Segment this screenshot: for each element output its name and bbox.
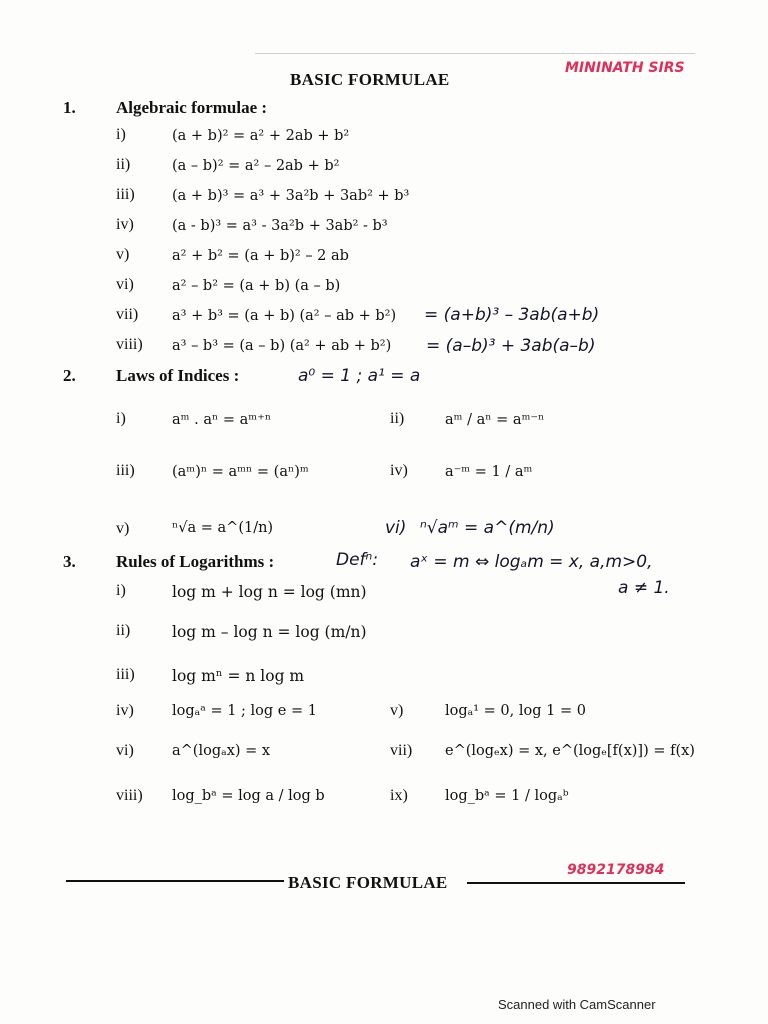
item-roman: viii): [116, 787, 143, 804]
item-roman: iv): [116, 702, 134, 719]
item-roman: v): [116, 246, 130, 263]
section-heading: Algebraic formulae :: [116, 98, 268, 117]
formula: log_bᵃ = 1 / logₐᵇ: [445, 788, 569, 804]
scanner-watermark: Scanned with CamScanner: [498, 997, 656, 1012]
formula: e^(logₑx) = x, e^(logₑ[f(x)]) = f(x): [445, 743, 695, 759]
handwritten-formula: = (a–b)³ + 3ab(a–b): [426, 336, 596, 356]
formula: log_bᵃ = log a / log b: [172, 788, 325, 804]
formula: (aᵐ)ⁿ = aᵐⁿ = (aⁿ)ᵐ: [172, 464, 309, 480]
item-roman: vi): [116, 276, 134, 293]
top-line: [255, 53, 695, 54]
formula: (a + b)² = a² + 2ab + b²: [172, 128, 350, 144]
item-roman: vi): [116, 742, 134, 759]
item-roman: i): [116, 126, 126, 143]
section-number: 2.: [63, 366, 76, 385]
formula: ⁿ√a = a^(1/n): [172, 520, 274, 536]
formula: (a – b)² = a² – 2ab + b²: [172, 158, 340, 174]
item-roman: i): [116, 410, 126, 427]
item-roman: iii): [116, 462, 135, 479]
item-roman: vii): [116, 306, 139, 323]
formula: aᵐ / aⁿ = aᵐ⁻ⁿ: [445, 412, 545, 428]
item-roman: v): [116, 520, 130, 537]
formula: aᵐ . aⁿ = aᵐ⁺ⁿ: [172, 412, 272, 428]
item-roman: viii): [116, 336, 143, 353]
handwritten-formula: ⁿ√aᵐ = a^(m/n): [420, 518, 555, 538]
handwritten-note: a⁰ = 1 ; a¹ = a: [298, 366, 421, 386]
formula: log mⁿ = n log m: [172, 667, 305, 685]
formula: log m + log n = log (mn): [172, 583, 367, 601]
footer-title: BASIC FORMULAE: [288, 873, 448, 892]
handwritten-formula: = (a+b)³ – 3ab(a+b): [424, 305, 600, 325]
formula: a³ + b³ = (a + b) (a² – ab + b²): [172, 308, 397, 324]
item-roman: vi): [385, 518, 407, 538]
item-roman: v): [390, 702, 404, 719]
formula: logₐᵃ = 1 ; log e = 1: [172, 703, 317, 719]
definition-cont: a ≠ 1.: [618, 578, 670, 598]
formula: a^(logₐx) = x: [172, 743, 271, 759]
phone-number: 9892178984: [567, 862, 665, 878]
footer-rule-right: [467, 882, 685, 884]
item-roman: iii): [116, 666, 135, 683]
section-number: 3.: [63, 552, 76, 571]
section-number: 1.: [63, 98, 76, 117]
formula: a² + b² = (a + b)² – 2 ab: [172, 248, 349, 264]
item-roman: iv): [116, 216, 134, 233]
item-roman: i): [116, 582, 126, 599]
formula: a⁻ᵐ = 1 / aᵐ: [445, 464, 533, 480]
formula: logₐ¹ = 0, log 1 = 0: [445, 703, 586, 719]
item-roman: ii): [116, 156, 131, 173]
definition-label: Defⁿ:: [336, 550, 379, 570]
footer-rule-left: [66, 880, 284, 882]
item-roman: ii): [116, 622, 131, 639]
item-roman: vii): [390, 742, 413, 759]
formula: a³ – b³ = (a – b) (a² + ab + b²): [172, 338, 392, 354]
item-roman: ix): [390, 787, 408, 804]
formula: (a - b)³ = a³ - 3a²b + 3ab² - b³: [172, 218, 388, 234]
item-roman: ii): [390, 410, 405, 427]
item-roman: iii): [116, 186, 135, 203]
formula: a² – b² = (a + b) (a – b): [172, 278, 341, 294]
page-title: BASIC FORMULAE: [290, 70, 450, 89]
definition: aˣ = m ⇔ logₐm = x, a,m>0,: [410, 552, 653, 572]
formula: (a + b)³ = a³ + 3a²b + 3ab² + b³: [172, 188, 410, 204]
section-heading: Rules of Logarithms :: [116, 552, 275, 571]
section-heading: Laws of Indices :: [116, 366, 240, 385]
item-roman: iv): [390, 462, 408, 479]
author-note: MININATH SIRS: [565, 60, 685, 76]
formula: log m – log n = log (m/n): [172, 623, 367, 641]
